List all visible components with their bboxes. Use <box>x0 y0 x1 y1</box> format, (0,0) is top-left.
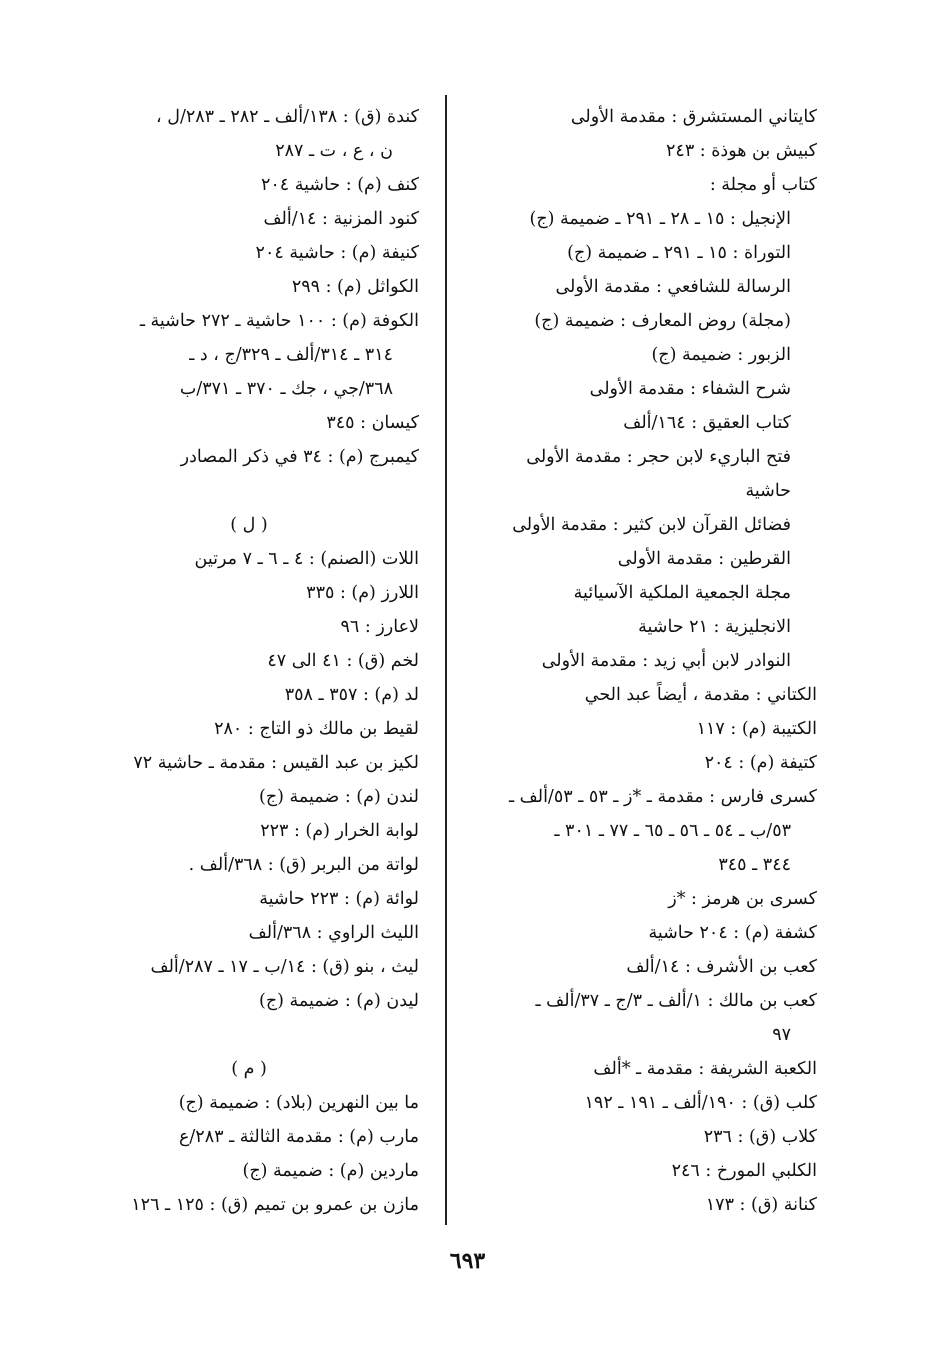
index-entry: لواتة من البربر (ق) : ٣٦٨/ألف . <box>188 855 419 875</box>
index-entry-continuation: النوادر لابن أبي زيد : مقدمة الأولى <box>541 651 791 671</box>
section-spacer <box>79 1018 419 1052</box>
index-entry: ليث ، بنو (ق) : ١٤/ب ـ ١٧ ـ ٢٨٧/ألف <box>150 957 419 977</box>
index-entry: كشفة (م) : ٢٠٤ حاشية <box>648 923 817 943</box>
index-entry-continuation: ٣٤٤ ـ ٣٤٥ <box>718 855 791 875</box>
section-spacer <box>79 474 419 508</box>
index-entry: كنف (م) : حاشية ٢٠٤ <box>260 175 419 195</box>
section-heading: ( م ) <box>231 1059 267 1079</box>
index-entry-continuation: شرح الشفاء : مقدمة الأولى <box>589 379 791 399</box>
index-entry-continuation: فتح الباريء لابن حجر : مقدمة الأولى <box>526 447 791 467</box>
index-column-left <box>79 100 419 1222</box>
index-entry-continuation: ٥٣/ب ـ ٥٤ ـ ٥٦ ـ ٦٥ ـ ٧٧ ـ ٣٠١ ـ <box>554 821 791 841</box>
index-entry-continuation: الإنجيل : ١٥ ـ ٢٨ ـ ٢٩١ ـ ضميمة (ج) <box>529 209 791 229</box>
index-entry: كلب (ق) : ١٩٠/ألف ـ ١٩١ ـ ١٩٢ <box>584 1093 817 1113</box>
index-entry-continuation: ن ، ع ، ت ـ ٢٨٧ <box>275 141 393 161</box>
index-entry-continuation: حاشية <box>745 481 791 501</box>
index-entry: كبيش بن هوذة : ٢٤٣ <box>666 141 817 161</box>
index-entry: كندة (ق) : ١٣٨/ألف ـ ٢٨٢ ـ ٢٨٣/ل ، <box>156 107 419 127</box>
index-entry-continuation: مجلة الجمعية الملكية الآسيائية <box>573 583 791 603</box>
index-entry-continuation: الزبور : ضميمة (ج) <box>651 345 791 365</box>
index-entry: اللات (الصنم) : ٤ ـ ٦ ـ ٧ مرتين <box>194 549 419 569</box>
index-entry-continuation: ٣١٤ ـ ٣١٤/ألف ـ ٣٢٩/ج ، د ـ <box>189 345 393 365</box>
index-entry: الكتاني : مقدمة ، أيضاً عبد الحي <box>584 685 817 705</box>
index-entry-continuation: كتاب العقيق : ١٦٤/ألف <box>623 413 791 433</box>
index-entry: كسرى بن هرمز : *ز <box>668 889 817 909</box>
index-entry: لكيز بن عبد القيس : مقدمة ـ حاشية ٧٢ <box>133 753 419 773</box>
index-entry: الكلبي المورخ : ٢٤٦ <box>671 1161 817 1181</box>
index-entry: كعب بن مالك : ١/ألف ـ ٣/ج ـ ٣٧/ألف ـ <box>535 991 817 1011</box>
index-entry-continuation: الانجليزية : ٢١ حاشية <box>638 617 791 637</box>
index-entry: كايتاني المستشرق : مقدمة الأولى <box>570 107 817 127</box>
index-entry: لخم (ق) : ٤١ الى ٤٧ <box>267 651 419 671</box>
index-entry-continuation: فضائل القرآن لابن كثير : مقدمة الأولى <box>512 515 791 535</box>
index-entry-continuation: القرطين : مقدمة الأولى <box>617 549 791 569</box>
index-entry-continuation: الرسالة للشافعي : مقدمة الأولى <box>555 277 791 297</box>
index-entry: كنود المزنية : ١٤/ألف <box>263 209 419 229</box>
index-entry: اللارز (م) : ٣٣٥ <box>306 583 419 603</box>
index-entry: كيمبرج (م) : ٣٤ في ذكر المصادر <box>180 447 419 467</box>
index-entry-continuation: ٣٦٨/جي ، جك ـ ٣٧٠ ـ ٣٧١/ب <box>179 379 393 399</box>
index-entry: الليث الراوي : ٣٦٨/ألف <box>248 923 419 943</box>
index-entry: مارب (م) : مقدمة الثالثة ـ ٢٨٣/ع <box>178 1127 419 1147</box>
index-entry: كتاب أو مجلة : <box>709 175 817 195</box>
column-divider <box>445 95 447 1225</box>
index-entry: لاعارز : ٩٦ <box>340 617 419 637</box>
index-entry: لوائة (م) : ٢٢٣ حاشية <box>259 889 419 909</box>
index-entry-continuation: ٩٧ <box>772 1025 791 1045</box>
index-entry: لد (م) : ٣٥٧ ـ ٣٥٨ <box>284 685 419 705</box>
index-entry: الكتيبة (م) : ١١٧ <box>696 719 817 739</box>
index-entry: الكعبة الشريفة : مقدمة ـ *ألف <box>593 1059 817 1079</box>
index-entry: ماردين (م) : ضميمة (ج) <box>242 1161 419 1181</box>
index-entry-continuation: التوراة : ١٥ ـ ٢٩١ ـ ضميمة (ج) <box>567 243 791 263</box>
index-column-right <box>459 100 817 1222</box>
index-entry: مازن بن عمرو بن تميم (ق) : ١٢٥ ـ ١٢٦ <box>131 1195 419 1215</box>
index-entry: كلاب (ق) : ٢٣٦ <box>703 1127 817 1147</box>
index-entry: كعب بن الأشرف : ١٤/ألف <box>626 957 817 977</box>
index-entry: لوابة الخرار (م) : ٢٢٣ <box>260 821 419 841</box>
index-entry: ما بين النهرين (بلاد) : ضميمة (ج) <box>178 1093 419 1113</box>
index-entry: ليدن (م) : ضميمة (ج) <box>259 991 419 1011</box>
index-entry: كتيفة (م) : ٢٠٤ <box>704 753 817 773</box>
index-entry: الكوفة (م) : ١٠٠ حاشية ـ ٢٧٢ حاشية ـ <box>139 311 419 331</box>
index-entry: كنيفة (م) : حاشية ٢٠٤ <box>255 243 419 263</box>
index-entry: لندن (م) : ضميمة (ج) <box>259 787 419 807</box>
section-heading: ( ل ) <box>230 515 268 535</box>
index-entry: كنانة (ق) : ١٧٣ <box>705 1195 817 1215</box>
index-entry: كسرى فارس : مقدمة ـ *ز ـ ٥٣ ـ ٥٣/ألف ـ <box>508 787 817 807</box>
index-entry-continuation: (مجلة) روض المعارف : ضميمة (ج) <box>534 311 791 331</box>
index-entry: كيسان : ٣٤٥ <box>326 413 419 433</box>
index-entry: الكواثل (م) : ٢٩٩ <box>291 277 419 297</box>
index-entry: لقيط بن مالك ذو التاج : ٢٨٠ <box>214 719 419 739</box>
page-number: ٦٩٣ <box>449 1248 486 1274</box>
